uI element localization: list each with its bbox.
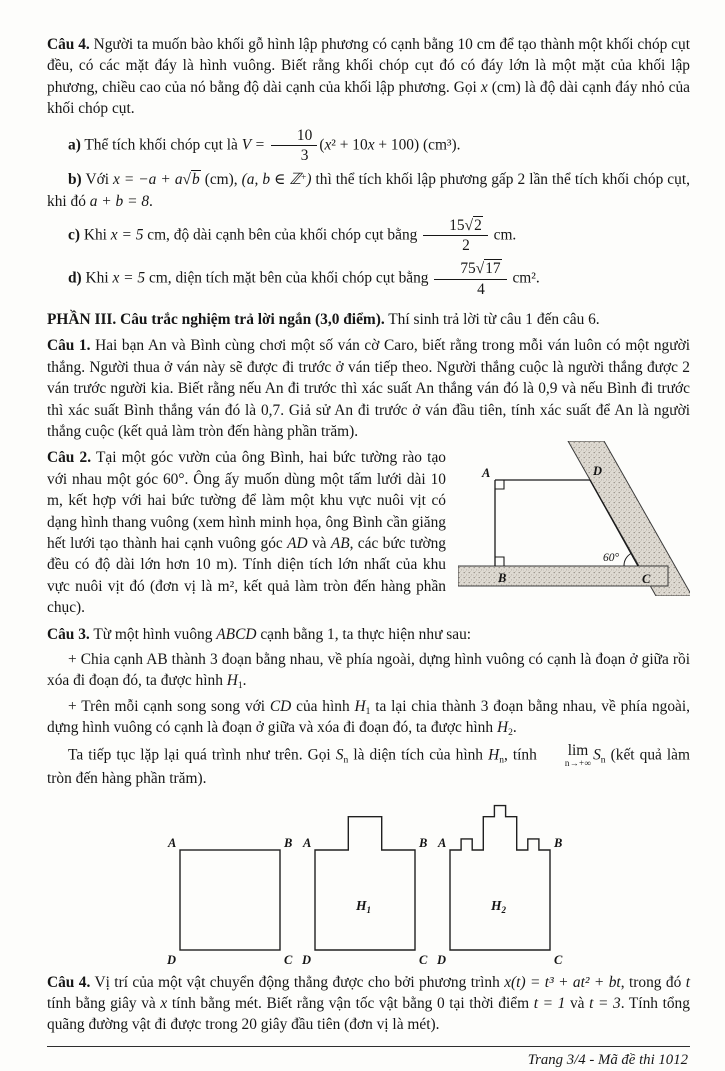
- equation-t1: t = 1: [533, 995, 566, 1013]
- label-A: A: [482, 466, 491, 481]
- h2-ref: H: [496, 719, 509, 737]
- question-2-statement: Câu 2. Tại một góc vườn của ông Bình, hai bức tường rào tạo với nhau một góc 60°. Ông ấy muốn dùng một tấm lưới dài 10 m, kết hợp với hai bức tường để làm một khu vực nuôi vịt có dạng hình thang vuông (xem hình minh họa, ông Bình cần giăng hết lưới tạo thành hai cạnh vuông góc AD và AB, các bức tường đều có độ dài lớn hơn 10 m). Tính diện tích lớn nhất của khu vực nuôi vịt đó (đơn vị là m², kết quả làm tròn đến hàng phần chục).: [47, 449, 446, 617]
- question-2-label: Câu 2.: [47, 449, 92, 467]
- h1-figure: [300, 798, 432, 966]
- label-B: B: [498, 571, 507, 586]
- label-A: A: [303, 835, 312, 850]
- statement-c: c) Khi x = 5 cm, độ dài cạnh bên của khối chóp cụt bằng $\frac{15√2}{2}$ cm.: [68, 216, 517, 255]
- question-p2-4-label: Câu 4.: [47, 36, 90, 53]
- label-D: D: [302, 952, 312, 966]
- var-t: t: [685, 973, 690, 991]
- right-angle-B: [495, 557, 504, 566]
- statement-c-label: c): [68, 226, 80, 244]
- label-C: C: [554, 952, 563, 966]
- h1-outline: [315, 816, 415, 949]
- part3-heading: PHẦN III. Câu trắc nghiệm trả lời ngắn (3,0 điểm). Thí sinh trả lời từ câu 1 đến câu 6.: [47, 310, 600, 328]
- equation-motion: x(t) = t³ + at² + bt: [504, 973, 621, 991]
- bottom-wall: [458, 566, 668, 586]
- label-H2: $H_2$: [491, 897, 507, 915]
- equation-x-5: x = 5: [110, 226, 144, 244]
- question-p2-4-body: Người ta muốn bào khối gỗ hình lập phương có cạnh bằng 10 cm để tạo thành một khối chóp cụt đều, có các mặt đáy là hình vuông. Biết rằng khối chóp cụt đó có đáy lớn là một mặt của khối lập phương, chiều cao của nó bằng độ dài cạnh của khối lập phương. Gọi: [47, 36, 690, 96]
- label-A: A: [168, 835, 177, 850]
- question-1-label: Câu 1.: [47, 337, 91, 355]
- fraction-75sqrt17-4: $\frac{75√17}{4}$: [434, 260, 506, 298]
- question-3-bullet-2: + Trên mỗi cạnh song song với CD của hình $H_1$ ta lại chia thành 3 đoạn bằng nhau, về phía ngoài, dựng hình vuông có cạnh là đoạn ở giữa và xóa đi đoạn đó, ta được hình $H_2$.: [47, 697, 691, 739]
- equation-x-ab: x = −a + a: [113, 171, 183, 189]
- sqrt-b: √b: [182, 171, 200, 189]
- sn-ref: S: [335, 746, 344, 763]
- square-outline: [180, 850, 280, 950]
- square-abcd-figure: [165, 798, 297, 966]
- question-p2-4-statement: Câu 4. Người ta muốn bào khối gỗ hình lập phương có cạnh bằng 10 cm để tạo thành một khối chóp cụt đều, có các mặt đáy là hình vuông. Biết rằng khối chóp cụt đó có đáy lớn là một mặt của khối lập phương, chiều cao của nó bằng độ dài cạnh của khối lập phương. Gọi x (cm) là độ dài cạnh đáy nhỏ của khối chóp cụt.: [47, 36, 690, 118]
- duck-pen-figure: [458, 441, 690, 596]
- label-B: B: [554, 835, 563, 850]
- segment-AD-ref: AD: [287, 535, 308, 552]
- question-3-bullet-1: + Chia cạnh AB thành 3 đoạn bằng nhau, về phía ngoài, dựng hình vuông có cạnh là đoạn ở giữa rồi xóa đi đoạn đó, ta được hình $H_1$.: [47, 651, 690, 692]
- part3-heading-bold: PHẦN III. Câu trắc nghiệm trả lời ngắn (3,0 điểm).: [47, 310, 385, 328]
- question-4-statement: Câu 4. Vị trí của một vật chuyển động thẳng được cho bởi phương trình x(t) = t³ + at² + bt, trong đó t tính bằng giây và x tính bằng mét. Biết rằng vận tốc vật bằng 0 tại thời điểm t = 1 và t = 3. Tính tổng quãng đường vật đi được trong 20 giây đầu tiên (đơn vị là mét).: [47, 973, 690, 1034]
- question-4-label: Câu 4.: [47, 973, 91, 991]
- question-3-limit-line: Ta tiếp tục lặp lại quá trình như trên. Gọi $S_n$ là diện tích của hình $H_n$, tính lim n→+∞ $S_n$ (kết quả làm tròn đến hàng phần trăm).: [47, 741, 690, 788]
- question-1-statement: [47, 335, 690, 442]
- label-C: C: [284, 952, 293, 966]
- limit-operator: lim n→+∞: [564, 741, 592, 768]
- label-C: C: [642, 572, 651, 587]
- label-B: B: [419, 835, 428, 850]
- statement-b-label: b): [68, 171, 82, 189]
- segment-CD-ref: CD: [269, 697, 292, 715]
- var-x: x: [480, 78, 488, 96]
- h1-ref: H: [354, 697, 366, 715]
- statement-a: a) Thể tích khối chóp cụt là V = $\frac{10}{3}$ (x² + 10x + 100) (cm³).: [68, 126, 461, 164]
- label-A: A: [438, 835, 447, 850]
- set-condition: (a, b ∈ ℤ: [241, 171, 301, 189]
- label-angle-60: 60°: [603, 552, 620, 565]
- fraction-10-3: $\frac{10}{3}$: [271, 127, 317, 165]
- equation-x-5b: x = 5: [112, 269, 146, 287]
- label-B: B: [284, 835, 293, 850]
- segment-AB-ref: AB: [330, 535, 350, 552]
- label-D: D: [167, 952, 177, 966]
- fraction-15sqrt2-2: $\frac{15√2}{2}$: [423, 217, 488, 255]
- sqrt-2: √2: [464, 216, 482, 234]
- statement-b: b) Với x = −a + a√b (cm), (a, b ∈ ℤ+) thì thể tích khối lập phương gấp 2 lần thể tích khối chóp cụt, khi đó a + b = 8.: [47, 171, 690, 210]
- question-3-intro: Câu 3. Từ một hình vuông ABCD cạnh bằng 1, ta thực hiện như sau:: [47, 625, 472, 643]
- angle-arc-C: [624, 554, 631, 567]
- h2-figure: [435, 798, 567, 966]
- h1-ref: H: [226, 672, 238, 690]
- equation-t3: t = 3: [589, 995, 621, 1013]
- label-D: D: [593, 464, 603, 479]
- page-footer-text: Trang 3/4 - Mã đề thi 1012: [527, 1051, 688, 1068]
- label-H1: $H_1$: [356, 897, 372, 915]
- question-1-body: Hai bạn An và Bình cùng chơi một số ván cờ Caro, biết rằng trong mỗi ván luôn có một người thắng. Người thua ở ván này sẽ được đi trước ở ván tiếp theo. Người thắng cuộc là người thắng được 2 ván trước người kia. Biết rằng nếu An đi trước thì xác suất An thắng ván đó là 0,9 và nếu Bình đi trước thì xác suất Bình thắng ván đó là 0,7. Giả sử An đi trước ở ván đầu tiên, tính xác suất để An là người thắng cuộc (kết quả làm tròn đến hàng phần trăm).: [47, 337, 690, 440]
- question-2-body: Tại một góc vườn của ông Bình, hai bức tường rào tạo với nhau một góc 60°. Ông ấy muốn dùng một tấm lưới dài 10 m, kết hợp với hai bức tường để làm một khu vực nuôi vịt có dạng hình thang vuông (xem hình minh họa, ông Bình cần giăng hết lưới tạo thành hai cạnh vuông góc: [47, 449, 446, 552]
- sqrt-17: √17: [475, 260, 501, 278]
- right-angle-A: [495, 480, 504, 489]
- page-footer: [47, 1046, 690, 1071]
- label-C: C: [419, 952, 428, 966]
- h2-outline: [450, 805, 550, 949]
- statement-a-label: a): [68, 135, 81, 153]
- equation-volume: V =: [241, 135, 266, 153]
- square-abcd-ref: ABCD: [216, 625, 257, 643]
- equation-a-plus-b: a + b = 8: [89, 192, 150, 210]
- question-3-figures: [165, 798, 690, 966]
- var-x: x: [160, 995, 168, 1013]
- hn-ref: H: [488, 746, 500, 763]
- question-3-label: Câu 3.: [47, 625, 90, 643]
- statement-d: d) Khi x = 5 cm, diện tích mặt bên của khối chóp cụt bằng $\frac{75√17}{4}$ cm².: [68, 260, 540, 298]
- label-D: D: [437, 952, 447, 966]
- question-2-block: [47, 447, 690, 618]
- statement-d-label: d): [68, 269, 82, 287]
